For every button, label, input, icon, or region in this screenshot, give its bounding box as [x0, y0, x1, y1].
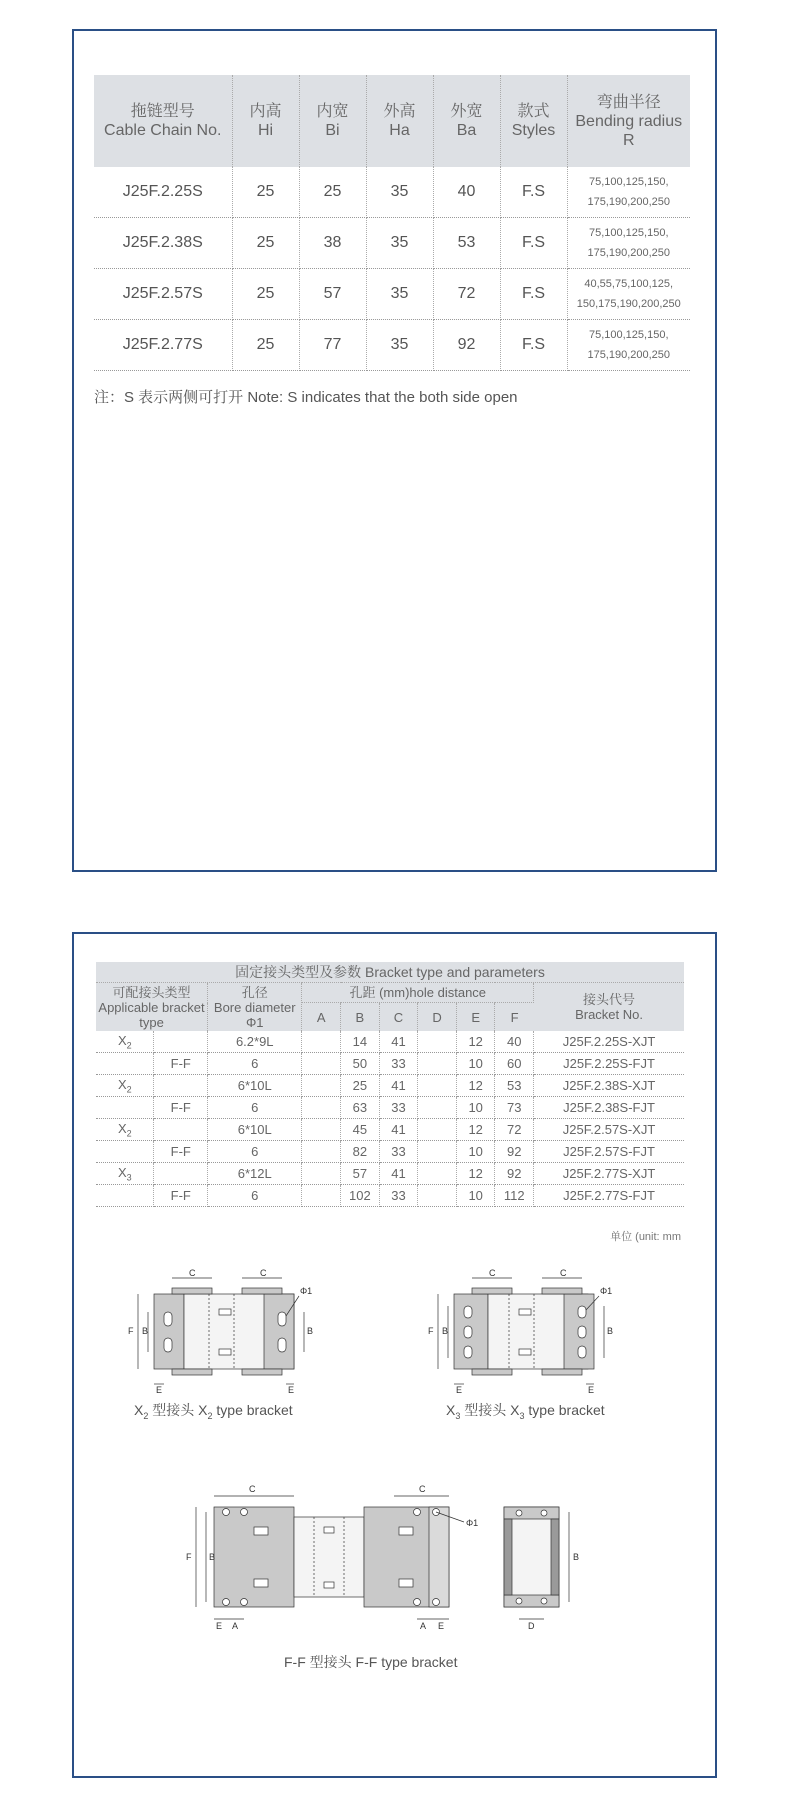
cell-a	[302, 1141, 341, 1163]
dim-e-label: E	[588, 1385, 595, 1395]
cell-bi: 38	[299, 218, 366, 269]
dim-c-label: C	[489, 1268, 496, 1278]
cell-type-ff	[154, 1075, 208, 1097]
cell-bracket-no: J25F.2.25S-FJT	[534, 1053, 684, 1075]
table-row	[94, 269, 690, 320]
dim-f-label: F	[428, 1326, 434, 1336]
header-d: D	[418, 1003, 457, 1032]
header-f: F	[495, 1003, 534, 1032]
cell-type-ff: F-F	[154, 1141, 208, 1163]
cell-e: 10	[456, 1053, 495, 1075]
header-hole-distance: 孔距 (mm)hole distance	[302, 983, 534, 1003]
table-row	[96, 1141, 684, 1163]
table-row	[96, 1185, 684, 1207]
cell-bracket-no: J25F.2.38S-XJT	[534, 1075, 684, 1097]
dim-c-label: C	[419, 1484, 426, 1494]
cell-c: 41	[379, 1163, 418, 1185]
cell-hi: 25	[232, 269, 299, 320]
cell-ba: 72	[433, 269, 500, 320]
spec-panel	[72, 29, 717, 872]
dim-b-label: B	[442, 1326, 449, 1336]
cell-e: 12	[456, 1075, 495, 1097]
cell-type-ff: F-F	[154, 1053, 208, 1075]
cell-bracket-no: J25F.2.77S-XJT	[534, 1163, 684, 1185]
dim-f-label: F	[128, 1326, 134, 1336]
cell-type-x	[96, 1053, 154, 1075]
cell-d	[418, 1185, 457, 1207]
cell-d	[418, 1141, 457, 1163]
cell-a	[302, 1053, 341, 1075]
table-row	[96, 1119, 684, 1141]
cell-type-x: $X_3$	[96, 1163, 154, 1185]
cell-c: 33	[379, 1141, 418, 1163]
cell-c: 33	[379, 1053, 418, 1075]
dim-c-label: C	[249, 1484, 256, 1494]
cell-bore: 6	[208, 1053, 302, 1075]
cell-model: J25F.2.57S	[94, 269, 232, 320]
header-model: 拖链型号 Cable Chain No.	[94, 75, 232, 167]
cell-c: 41	[379, 1031, 418, 1053]
cell-a	[302, 1185, 341, 1207]
open-side-note: 注：S 表示两侧可打开 Note: S indicates that the both side open	[94, 389, 518, 406]
cell-type-ff	[154, 1163, 208, 1185]
cell-b: 45	[341, 1119, 380, 1141]
cell-d	[418, 1119, 457, 1141]
cell-type-ff: F-F	[154, 1185, 208, 1207]
dim-e-label: E	[156, 1385, 163, 1395]
cell-model: J25F.2.77S	[94, 320, 232, 371]
table-row	[96, 1031, 684, 1053]
cell-bore: 6.2*9L	[208, 1031, 302, 1053]
cell-hi: 25	[232, 320, 299, 371]
dim-phi-label: Φ1	[466, 1518, 479, 1528]
dim-a-label: A	[420, 1621, 427, 1631]
cell-bore: 6*12L	[208, 1163, 302, 1185]
header-bore: 孔径 Bore diameter Φ1	[208, 983, 302, 1032]
cell-type-x: $X_2$	[96, 1075, 154, 1097]
bracket-panel	[72, 932, 717, 1778]
cell-e: 10	[456, 1141, 495, 1163]
cell-f: 112	[495, 1185, 534, 1207]
cell-d	[418, 1031, 457, 1053]
cell-b: 25	[341, 1075, 380, 1097]
cell-style: F.S	[500, 218, 567, 269]
cell-bracket-no: J25F.2.57S-XJT	[534, 1119, 684, 1141]
dim-c-label: C	[189, 1268, 196, 1278]
cell-style: F.S	[500, 269, 567, 320]
dim-b-label: B	[142, 1326, 149, 1336]
bracket-table	[96, 962, 684, 1207]
dim-phi-label: Φ1	[600, 1286, 613, 1296]
header-ba: 外宽 Ba	[433, 75, 500, 167]
header-styles: 款式 Styles	[500, 75, 567, 167]
table-row	[94, 218, 690, 269]
cell-b: 63	[341, 1097, 380, 1119]
dim-e-label: E	[456, 1385, 463, 1395]
cell-type-x: $X_2$	[96, 1119, 154, 1141]
dim-c-label: C	[560, 1268, 567, 1278]
dim-e-label: E	[216, 1621, 223, 1631]
ff-bracket-drawing	[174, 1482, 644, 1632]
cell-radius: 75,100,125,150, 175,190,200,250	[567, 167, 690, 218]
cell-c: 33	[379, 1185, 418, 1207]
cell-ha: 35	[366, 269, 433, 320]
x2-caption: $X_2$ 型接头 $X_2$ type bracket	[134, 1402, 293, 1421]
header-bracket-type: 可配接头类型 Applicable bracket type	[96, 983, 208, 1032]
cell-b: 50	[341, 1053, 380, 1075]
cell-f: 53	[495, 1075, 534, 1097]
cell-bore: 6*10L	[208, 1119, 302, 1141]
dim-c-label: C	[260, 1268, 267, 1278]
cell-d	[418, 1053, 457, 1075]
x2-bracket-drawing	[114, 1268, 344, 1395]
cell-a	[302, 1163, 341, 1185]
cell-b: 57	[341, 1163, 380, 1185]
cell-ha: 35	[366, 218, 433, 269]
cell-style: F.S	[500, 320, 567, 371]
dim-b-label: B	[307, 1326, 314, 1336]
cell-type-ff: F-F	[154, 1097, 208, 1119]
table-row	[96, 1053, 684, 1075]
cell-bracket-no: J25F.2.77S-FJT	[534, 1185, 684, 1207]
cell-bore: 6	[208, 1141, 302, 1163]
cell-e: 12	[456, 1163, 495, 1185]
cell-bi: 57	[299, 269, 366, 320]
cell-d	[418, 1163, 457, 1185]
header-ha: 外高 Ha	[366, 75, 433, 167]
cell-a	[302, 1097, 341, 1119]
dim-a-label: A	[232, 1621, 239, 1631]
cell-hi: 25	[232, 167, 299, 218]
cell-bore: 6	[208, 1185, 302, 1207]
cell-ba: 53	[433, 218, 500, 269]
dim-b-label: B	[573, 1552, 580, 1562]
cell-ha: 35	[366, 320, 433, 371]
cell-model: J25F.2.25S	[94, 167, 232, 218]
table-row	[94, 320, 690, 371]
dim-phi-label: Φ1	[300, 1286, 313, 1296]
table-row	[96, 1163, 684, 1185]
table-row	[96, 1097, 684, 1119]
header-radius: 弯曲半径 Bending radius R	[567, 75, 690, 167]
cell-type-x	[96, 1185, 154, 1207]
cell-ba: 92	[433, 320, 500, 371]
cell-c: 41	[379, 1119, 418, 1141]
dim-d-label: D	[528, 1621, 535, 1631]
dim-f-label: F	[186, 1552, 192, 1562]
cell-e: 10	[456, 1185, 495, 1207]
spec-table-header	[94, 75, 690, 167]
cell-type-ff	[154, 1119, 208, 1141]
cell-a	[302, 1119, 341, 1141]
header-c: C	[379, 1003, 418, 1032]
cell-radius: 75,100,125,150, 175,190,200,250	[567, 320, 690, 371]
cell-ba: 40	[433, 167, 500, 218]
cell-a	[302, 1075, 341, 1097]
cell-e: 12	[456, 1119, 495, 1141]
cell-radius: 75,100,125,150, 175,190,200,250	[567, 218, 690, 269]
cell-e: 12	[456, 1031, 495, 1053]
header-hi: 内高 Hi	[232, 75, 299, 167]
cell-hi: 25	[232, 218, 299, 269]
ff-caption: F-F 型接头 F-F type bracket	[284, 1654, 458, 1670]
cell-e: 10	[456, 1097, 495, 1119]
cell-d	[418, 1097, 457, 1119]
cell-f: 72	[495, 1119, 534, 1141]
cell-c: 41	[379, 1075, 418, 1097]
table-row	[96, 1075, 684, 1097]
cell-bracket-no: J25F.2.57S-FJT	[534, 1141, 684, 1163]
cell-style: F.S	[500, 167, 567, 218]
header-e: E	[456, 1003, 495, 1032]
x3-caption: $X_3$ 型接头 $X_3$ type bracket	[446, 1402, 605, 1421]
cell-bracket-no: J25F.2.25S-XJT	[534, 1031, 684, 1053]
cell-type-x	[96, 1097, 154, 1119]
header-a: A	[302, 1003, 341, 1032]
cell-type-ff	[154, 1031, 208, 1053]
cell-f: 92	[495, 1163, 534, 1185]
cell-bore: 6	[208, 1097, 302, 1119]
cell-c: 33	[379, 1097, 418, 1119]
cell-b: 82	[341, 1141, 380, 1163]
cell-radius: 40,55,75,100,125, 150,175,190,200,250	[567, 269, 690, 320]
header-bracket-no: 接头代号 Bracket No.	[534, 983, 684, 1032]
cell-bracket-no: J25F.2.38S-FJT	[534, 1097, 684, 1119]
bracket-table-title: 固定接头类型及参数 Bracket type and parameters	[96, 962, 684, 983]
cell-b: 102	[341, 1185, 380, 1207]
dim-e-label: E	[438, 1621, 445, 1631]
spec-table	[94, 75, 690, 371]
cell-type-x	[96, 1141, 154, 1163]
unit-label: 单位 (unit: mm	[610, 1231, 681, 1243]
dim-b-label: B	[607, 1326, 614, 1336]
cell-ha: 35	[366, 167, 433, 218]
dim-b-label: B	[209, 1552, 216, 1562]
cell-f: 73	[495, 1097, 534, 1119]
header-b: B	[341, 1003, 380, 1032]
header-bi: 内宽 Bi	[299, 75, 366, 167]
dim-e-label: E	[288, 1385, 295, 1395]
cell-f: 92	[495, 1141, 534, 1163]
cell-f: 40	[495, 1031, 534, 1053]
cell-bi: 77	[299, 320, 366, 371]
table-row	[94, 167, 690, 218]
cell-bore: 6*10L	[208, 1075, 302, 1097]
cell-d	[418, 1075, 457, 1097]
cell-a	[302, 1031, 341, 1053]
cell-b: 14	[341, 1031, 380, 1053]
cell-type-x: $X_2$	[96, 1031, 154, 1053]
x3-bracket-drawing	[414, 1268, 644, 1395]
cell-f: 60	[495, 1053, 534, 1075]
cell-bi: 25	[299, 167, 366, 218]
cell-model: J25F.2.38S	[94, 218, 232, 269]
